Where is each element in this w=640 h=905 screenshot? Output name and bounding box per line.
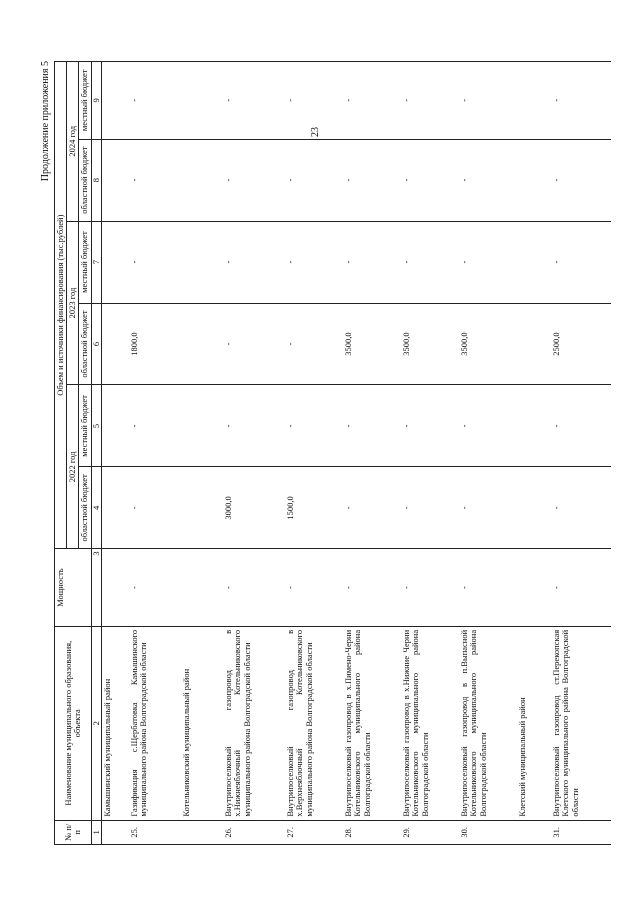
cell-value: 1800,0 [129,303,181,385]
column-index: 1 [91,820,101,844]
table-row [129,62,181,845]
header-local: местный бюджет [79,385,91,467]
column-index: 5 [91,385,101,467]
cell-value: - [551,549,611,627]
document-sheet [40,55,605,845]
cell-value [101,549,129,627]
table-row [401,62,459,845]
header-year-2023: 2023 год [67,221,79,385]
cell-value [101,467,129,549]
table-row [285,62,343,845]
cell-value: - [223,549,285,627]
header-capacity: Мощность [55,549,92,627]
cell-value [181,139,223,221]
cell-value [181,549,223,627]
cell-value: - [459,221,517,303]
row-number: 30. [459,820,517,844]
object-name: Внутрипоселковый газопровод в х.Пимено-Черни Котельниковского муниципального района Волгоградской области [343,626,401,820]
cell-value [181,62,223,140]
cell-value [101,139,129,221]
cell-value: - [343,385,401,467]
column-index: 2 [91,626,101,820]
section-name: Клетский муниципальный район [517,626,551,820]
cell-value: - [401,467,459,549]
header-num: № п/п [55,820,92,844]
header-year-2022: 2022 год [67,385,79,549]
row-number [517,820,551,844]
row-number [181,820,223,844]
cell-value: - [285,62,343,140]
header-year-2024: 2024 год [67,62,79,222]
cell-value: - [551,467,611,549]
cell-value: - [285,139,343,221]
page-number: 23 [310,127,321,137]
object-name: Внутрипоселковый газопровод в х.Нижние Черни Котельниковского муниципального района Волгоградской области [401,626,459,820]
cell-value [517,139,551,221]
cell-value [101,62,129,140]
cell-value: - [285,549,343,627]
object-name: Внутрипоселковый газопровод в х.Нижнеяблочный Котельниковского муниципального района Волгоградской области [223,626,285,820]
cell-value [517,62,551,140]
cell-value [101,385,129,467]
cell-value [181,303,223,385]
row-number: 26. [223,820,285,844]
cell-value: - [551,139,611,221]
header-name: Наименование муниципального образования, объекта [55,626,92,820]
cell-value: - [343,221,401,303]
cell-value: - [401,221,459,303]
cell-value: - [223,303,285,385]
cell-value: - [401,139,459,221]
cell-value: - [129,549,181,627]
cell-value: - [343,467,401,549]
column-index: 4 [91,467,101,549]
table-body [101,62,611,845]
cell-value [181,385,223,467]
cell-value: - [129,62,181,140]
table-row [551,62,611,845]
cell-value: - [285,385,343,467]
cell-value: 1500,0 [285,467,343,549]
cell-value [181,221,223,303]
cell-value [101,303,129,385]
header-regional: областной бюджет [79,303,91,385]
column-index: 9 [91,62,101,140]
table-row [343,62,401,845]
cell-value: - [343,62,401,140]
cell-value: - [551,385,611,467]
row-number: 28. [343,820,401,844]
cell-value [517,303,551,385]
cell-value: - [343,139,401,221]
cell-value [517,467,551,549]
section-row [517,62,551,845]
cell-value: - [129,221,181,303]
cell-value: - [129,467,181,549]
cell-value: - [285,303,343,385]
header-funding: Объем и источники финансирования (тыс.рублей) [55,62,67,549]
cell-value: - [223,62,285,140]
row-number: 27. [285,820,343,844]
cell-value: 3500,0 [343,303,401,385]
section-name: Камышинский муниципальный район [101,626,129,820]
section-row [181,62,223,845]
cell-value: 3500,0 [459,303,517,385]
cell-value [517,549,551,627]
continuation-label: Продолжение приложения 5 [40,61,51,182]
cell-value: - [459,467,517,549]
section-name: Котельниковский муниципальный район [181,626,223,820]
cell-value: - [223,139,285,221]
cell-value: - [223,385,285,467]
cell-value [181,467,223,549]
header-local: местный бюджет [79,62,91,140]
header-regional: областной бюджет [79,139,91,221]
cell-value: - [129,385,181,467]
cell-value: - [551,221,611,303]
column-index: 8 [91,139,101,221]
object-name: Внутрипоселковый газопровод ст.Перекопская Клетского муниципального района Волгоградской области [551,626,611,820]
cell-value: - [551,62,611,140]
row-number [101,820,129,844]
row-number: 25. [129,820,181,844]
cell-value: - [129,139,181,221]
row-number: 31. [551,820,611,844]
cell-value: - [285,221,343,303]
object-name: Внутрипоселковый газопровод в п.Выпасной Котельниковского муниципального района Волгоградской области [459,626,517,820]
cell-value: - [401,549,459,627]
cell-value [101,221,129,303]
cell-value: - [459,385,517,467]
cell-value [517,221,551,303]
funding-table [54,61,611,845]
table-row [459,62,517,845]
row-number: 29. [401,820,459,844]
cell-value: - [343,549,401,627]
object-name: Внутрипоселковый газопровод в х.Верхнеяблочный Котельниковского муниципального района Волгоградской области [285,626,343,820]
column-index: 3 [91,549,101,627]
cell-value [517,385,551,467]
cell-value: - [459,62,517,140]
cell-value: 3500,0 [401,303,459,385]
cell-value: - [401,385,459,467]
cell-value: 2500,0 [551,303,611,385]
cell-value: 3000,0 [223,467,285,549]
table-row [223,62,285,845]
header-regional: областной бюджет [79,467,91,549]
cell-value: - [223,221,285,303]
cell-value: - [401,62,459,140]
section-row [101,62,129,845]
cell-value: - [459,139,517,221]
header-local: местный бюджет [79,221,91,303]
column-index: 7 [91,221,101,303]
object-name: Газификация с.Щербатовка Камышинского муниципального района Волгоградской области [129,626,181,820]
column-index: 6 [91,303,101,385]
cell-value: - [459,549,517,627]
